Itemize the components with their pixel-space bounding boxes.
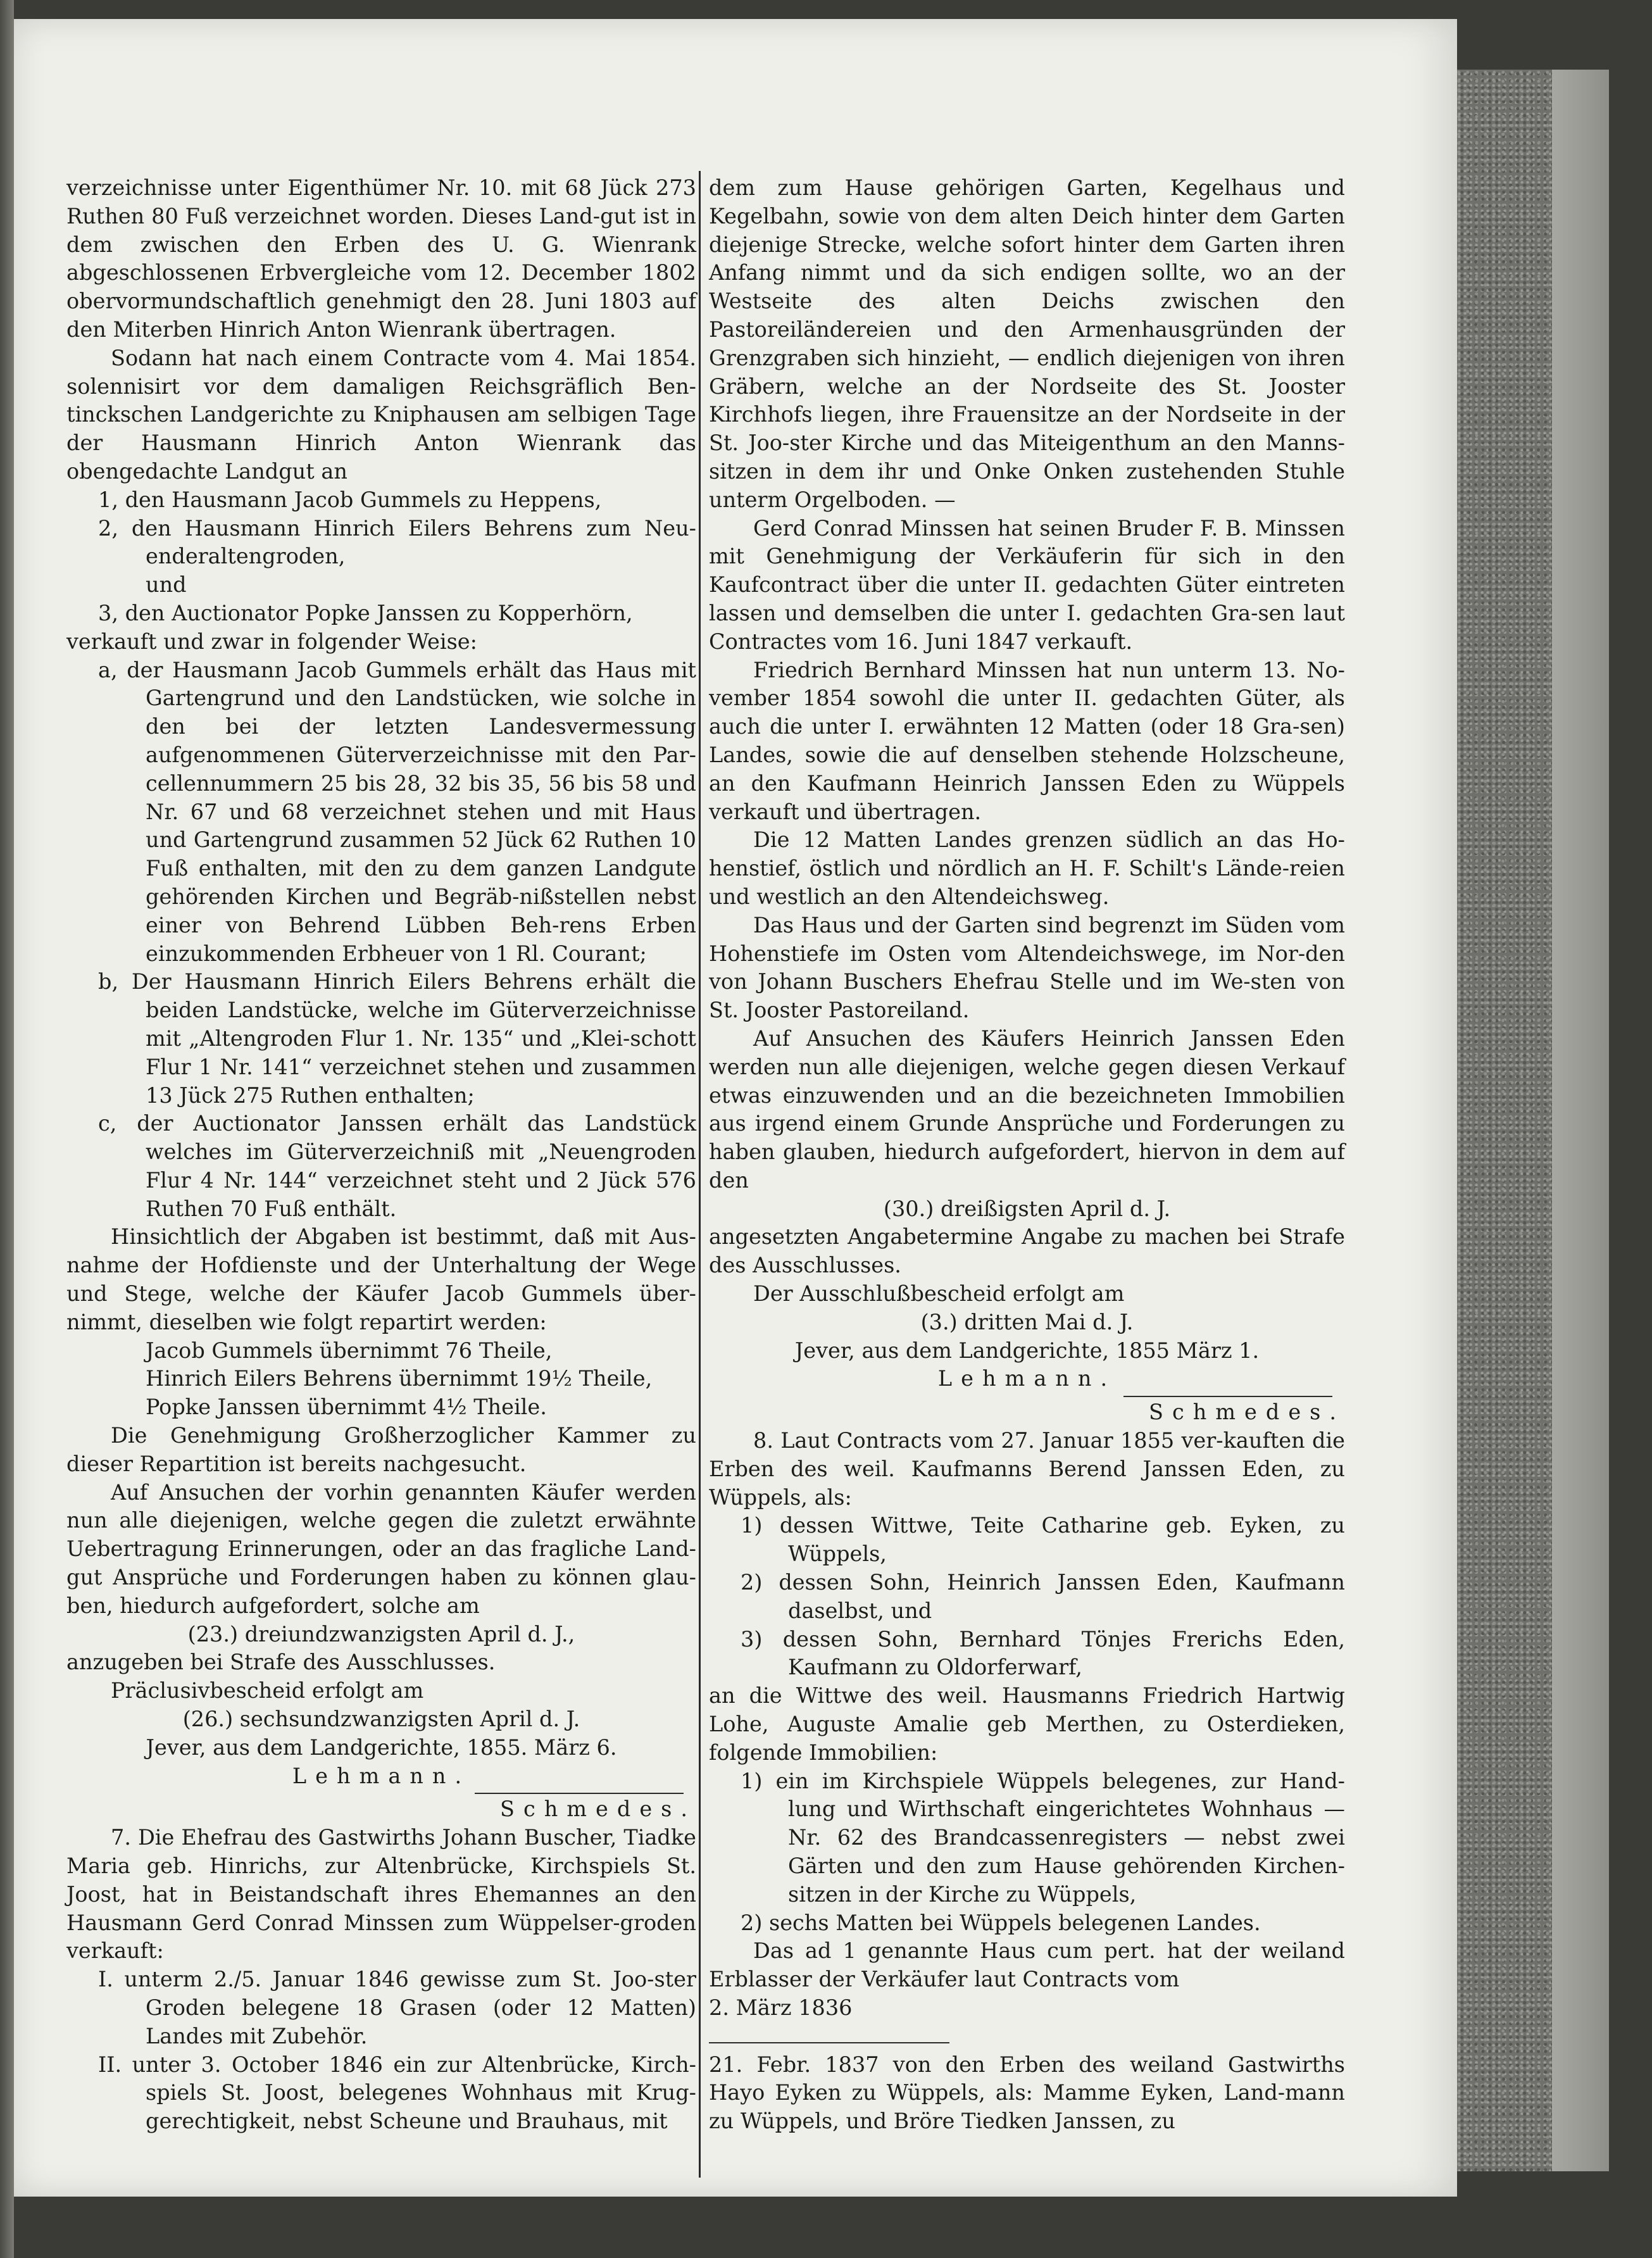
paragraph: 3) dessen Sohn, Bernhard Tönjes Frerichs Eden, Kaufmann zu Oldorferwarf, xyxy=(741,1626,1345,1680)
paragraph: II. unter 3. October 1846 ein zur Altenbrücke, Kirch-spiels St. Joost, belegenes Wohnhaus mit Krug-gerechtigkeit, nebst Scheune und Brauhaus, mit xyxy=(98,2052,696,2134)
paragraph: Sodann hat nach einem Contracte vom 4. Mai 1854. solennisirt vor dem damaligen Reichsgräflich Ben-tinckschen Landgerichte zu Kniphausen am selbigen Tage der Hausmann Hinrich Anton Wienrank das obengedachte Landgut an xyxy=(66,345,696,484)
paragraph: Schmedes. xyxy=(500,1797,696,1822)
paragraph: Jever, aus dem Landgerichte, 1855 März 1. xyxy=(794,1338,1260,1363)
paragraph: angesetzten Angabetermine Angabe zu machen bei Strafe des Ausschlusses. xyxy=(709,1224,1345,1278)
paragraph: Das ad 1 genannte Haus cum pert. hat der weiland Erblasser der Verkäufer laut Contracts vom xyxy=(709,1938,1345,1992)
paragraph: (30.) dreißigsten April d. J. xyxy=(883,1196,1171,1221)
paragraph: 1, den Hausmann Jacob Gummels zu Heppens, xyxy=(98,487,602,512)
paragraph: (23.) dreiundzwanzigsten April d. J., xyxy=(187,1621,575,1646)
paragraph: dem zum Hause gehörigen Garten, Kegelhaus und Kegelbahn, sowie von dem alten Deich hinter dem Garten diejenige Strecke, welche sofort hinter dem Garten ihren Anfang nimmt und da sich endigen sollte, wo an der Westseite des alten Deichs zwischen den Pastoreiländereien und den Armenhausgründen der Grenzgraben sich hinzieht, — endlich diejenigen von ihren Gräbern, welche an der Nordseite des St. Jooster Kirchhofs liegen, ihre Frauensitze an der Nordseite in der St. Joo-ster Kirche und das Miteigenthum an den Manns-sitzen in dem ihr und Onke Onken zustehenden Stuhle unterm Orgelboden. — xyxy=(709,175,1345,512)
paragraph: Lehmann. xyxy=(937,1366,1117,1391)
signature-separator-rule xyxy=(475,1793,684,1794)
paragraph: 8. Laut Contracts vom 27. Januar 1855 ver-kauften die Erben des weil. Kaufmanns Berend Janssen Eden, zu Wüppels, als: xyxy=(709,1428,1345,1510)
paragraph: Auf Ansuchen der vorhin genannten Käufer werden nun alle diejenigen, welche gegen die zuletzt erwähnte Uebertragung Erinnerungen, oder an das fragliche Land-gut Ansprüche und Forderungen haben zu können glau-ben, hiedurch aufgefordert, solche am xyxy=(66,1479,696,1618)
paragraph: 2) sechs Matten bei Wüppels belegenen Landes. xyxy=(741,1910,1261,1935)
paragraph: Hinsichtlich der Abgaben ist bestimmt, daß mit Aus-nahme der Hofdienste und der Unterhaltung der Wege und Stege, welche der Käufer Jacob Gummels über-nimmt, dieselben wie folgt repartirt werden: xyxy=(66,1224,696,1334)
paragraph: 2. März 1836 xyxy=(709,1995,853,2020)
paragraph: Die 12 Matten Landes grenzen südlich an das Ho-henstief, östlich und nördlich an H. F. Schilt's Lände-reien und westlich an den Altendeichsweg. xyxy=(709,827,1345,909)
paragraph: (3.) dritten Mai d. J. xyxy=(920,1309,1134,1334)
paragraph: Das Haus und der Garten sind begrenzt im Süden vom Hohenstiefe im Osten vom Altendeichswege, im Nor-den von Johann Buschers Ehefrau Stelle und im We-sten von St. Jooster Pastoreiland. xyxy=(709,912,1345,1023)
paragraph: 1) dessen Wittwe, Teite Catharine geb. Eyken, zu Wüppels, xyxy=(741,1513,1345,1567)
paragraph: Die Genehmigung Großherzoglicher Kammer zu dieser Repartition ist bereits nachgesucht. xyxy=(66,1423,696,1476)
paragraph: 3, den Auctionator Popke Janssen zu Kopperhörn, xyxy=(98,600,633,625)
right-text-column xyxy=(709,174,1345,2136)
paragraph: Jacob Gummels übernimmt 76 Theile, xyxy=(146,1338,553,1363)
column-divider-rule xyxy=(699,171,701,2178)
paragraph: 7. Die Ehefrau des Gastwirths Johann Buscher, Tiadke Maria geb. Hinrichs, zur Altenbrücke, Kirchspiels St. Joost, hat in Beistandschaft ihres Ehemannes an den Hausmann Gerd Conrad Minssen zum Wüppelser-groden verkauft: xyxy=(66,1825,696,1964)
paragraph: Präclusivbescheid erfolgt am xyxy=(111,1678,424,1703)
paragraph: Lehmann. xyxy=(292,1763,471,1788)
paragraph: b, Der Hausmann Hinrich Eilers Behrens erhält die beiden Landstücke, welche im Güterverzeichnisse mit „Altengroden Flur 1. Nr. 135“ und „Klei-schott Flur 1 Nr. 141“ verzeichnet stehen und zusammen 13 Jück 275 Ruthen enthalten; xyxy=(98,969,696,1108)
date-fraction-rule xyxy=(709,2042,949,2043)
paragraph: (26.) sechsundzwanzigsten April d. J. xyxy=(182,1707,580,1732)
paragraph: Popke Janssen übernimmt 4½ Theile. xyxy=(146,1395,547,1420)
paragraph: Hinrich Eilers Behrens übernimmt 19½ Theile, xyxy=(146,1366,653,1391)
paragraph: I. unterm 2./5. Januar 1846 gewisse zum St. Joo-ster Groden belegene 18 Grasen (oder 12 Matten) Landes mit Zubehör. xyxy=(98,1967,696,2048)
paragraph: und xyxy=(146,572,187,598)
paragraph: 2) dessen Sohn, Heinrich Janssen Eden, Kaufmann daselbst, und xyxy=(741,1570,1345,1623)
signature-separator-rule xyxy=(1123,1396,1332,1397)
paragraph: c, der Auctionator Janssen erhält das Landstück welches im Güterverzeichniß mit „Neuengroden Flur 4 Nr. 144“ verzeichnet steht und 2 Jück 576 Ruthen 70 Fuß enthält. xyxy=(98,1111,696,1221)
paragraph: Gerd Conrad Minssen hat seinen Bruder F. B. Minssen mit Genehmigung der Verkäuferin für sich in den Kaufcontract über die unter II. gedachten Güter eintreten lassen und demselben die unter I. gedachten Gra-sen laut Contractes vom 16. Juni 1847 verkauft. xyxy=(709,515,1345,654)
left-text-column xyxy=(66,174,696,2136)
paragraph: 21. Febr. 1837 von den Erben des weiland Gastwirths Hayo Eyken zu Wüppels, als: Mamme Eyken, Land-mann zu Wüppels, und Bröre Tiedken Janssen, zu xyxy=(709,2052,1345,2134)
paragraph: an die Wittwe des weil. Hausmanns Friedrich Hartwig Lohe, Auguste Amalie geb Merthen, zu Osterdieken, folgende Immobilien: xyxy=(709,1683,1345,1765)
paragraph: Friedrich Bernhard Minssen hat nun unterm 13. No-vember 1854 sowohl die unter II. gedachten Güter, als auch die unter I. erwähnten 12 Matten (oder 18 Gra-sen) Landes, sowie die auf denselben stehende Holzscheune, an den Kaufmann Heinrich Janssen Eden zu Wüppels verkauft und übertragen. xyxy=(709,657,1345,824)
book-spine-binding xyxy=(1457,70,1552,2171)
paragraph: anzugeben bei Strafe des Ausschlusses. xyxy=(66,1650,496,1675)
previous-page-edge xyxy=(0,0,14,2258)
paragraph: 2, den Hausmann Hinrich Eilers Behrens zum Neu-enderaltengroden, xyxy=(98,515,696,569)
book-cover-board xyxy=(1552,70,1609,2171)
paragraph: Der Ausschlußbescheid erfolgt am xyxy=(753,1281,1125,1307)
paragraph: verzeichnisse unter Eigenthümer Nr. 10. mit 68 Jück 273 Ruthen 80 Fuß verzeichnet worden. Dieses Land-gut ist in dem zwischen den Erben des U. G. Wienrank abgeschlossenen Erbvergleiche vom 12. December 1802 obervormundschaftlich genehmigt den 28. Juni 1803 auf den Miterben Hinrich Anton Wienrank übertragen. xyxy=(66,175,696,342)
paragraph: Jever, aus dem Landgerichte, 1855. März 6. xyxy=(146,1734,617,1760)
paragraph: 1) ein im Kirchspiele Wüppels belegenes, zur Hand-lung und Wirthschaft eingerichtetes Wohnhaus — Nr. 62 des Brandcassenregisters — nebst zwei Gärten und den zum Hause gehörenden Kirchen-sitzen in der Kirche zu Wüppels, xyxy=(741,1768,1345,1907)
paragraph: verkauft und zwar in folgender Weise: xyxy=(66,629,477,654)
paragraph: a, der Hausmann Jacob Gummels erhält das Haus mit Gartengrund und den Landstücken, wie solche in den bei der letzten Landesvermessung aufgenommenen Güterverzeichnisse mit den Par-cellennummern 25 bis 28, 32 bis 35, 56 bis 58 und Nr. 67 und 68 verzeichnet stehen und mit Haus und Gartengrund zusammen 52 Jück 62 Ruthen 10 Fuß enthalten, mit den zu dem ganzen Landgute gehörenden Kirchen und Begräb-nißstellen nebst einer von Behrend Lübben Beh-rens Erben einzukommenden Erbheuer von 1 Rl. Courant; xyxy=(98,657,696,966)
paragraph: Auf Ansuchen des Käufers Heinrich Janssen Eden werden nun alle diejenigen, welche gegen diesen Verkauf etwas einzuwenden und an die bezeichneten Immobilien aus irgend einem Grunde Ansprüche und Forderungen zu haben glauben, hiedurch aufgefordert, hiervon in dem auf den xyxy=(709,1026,1345,1193)
paragraph: Schmedes. xyxy=(1149,1400,1345,1425)
